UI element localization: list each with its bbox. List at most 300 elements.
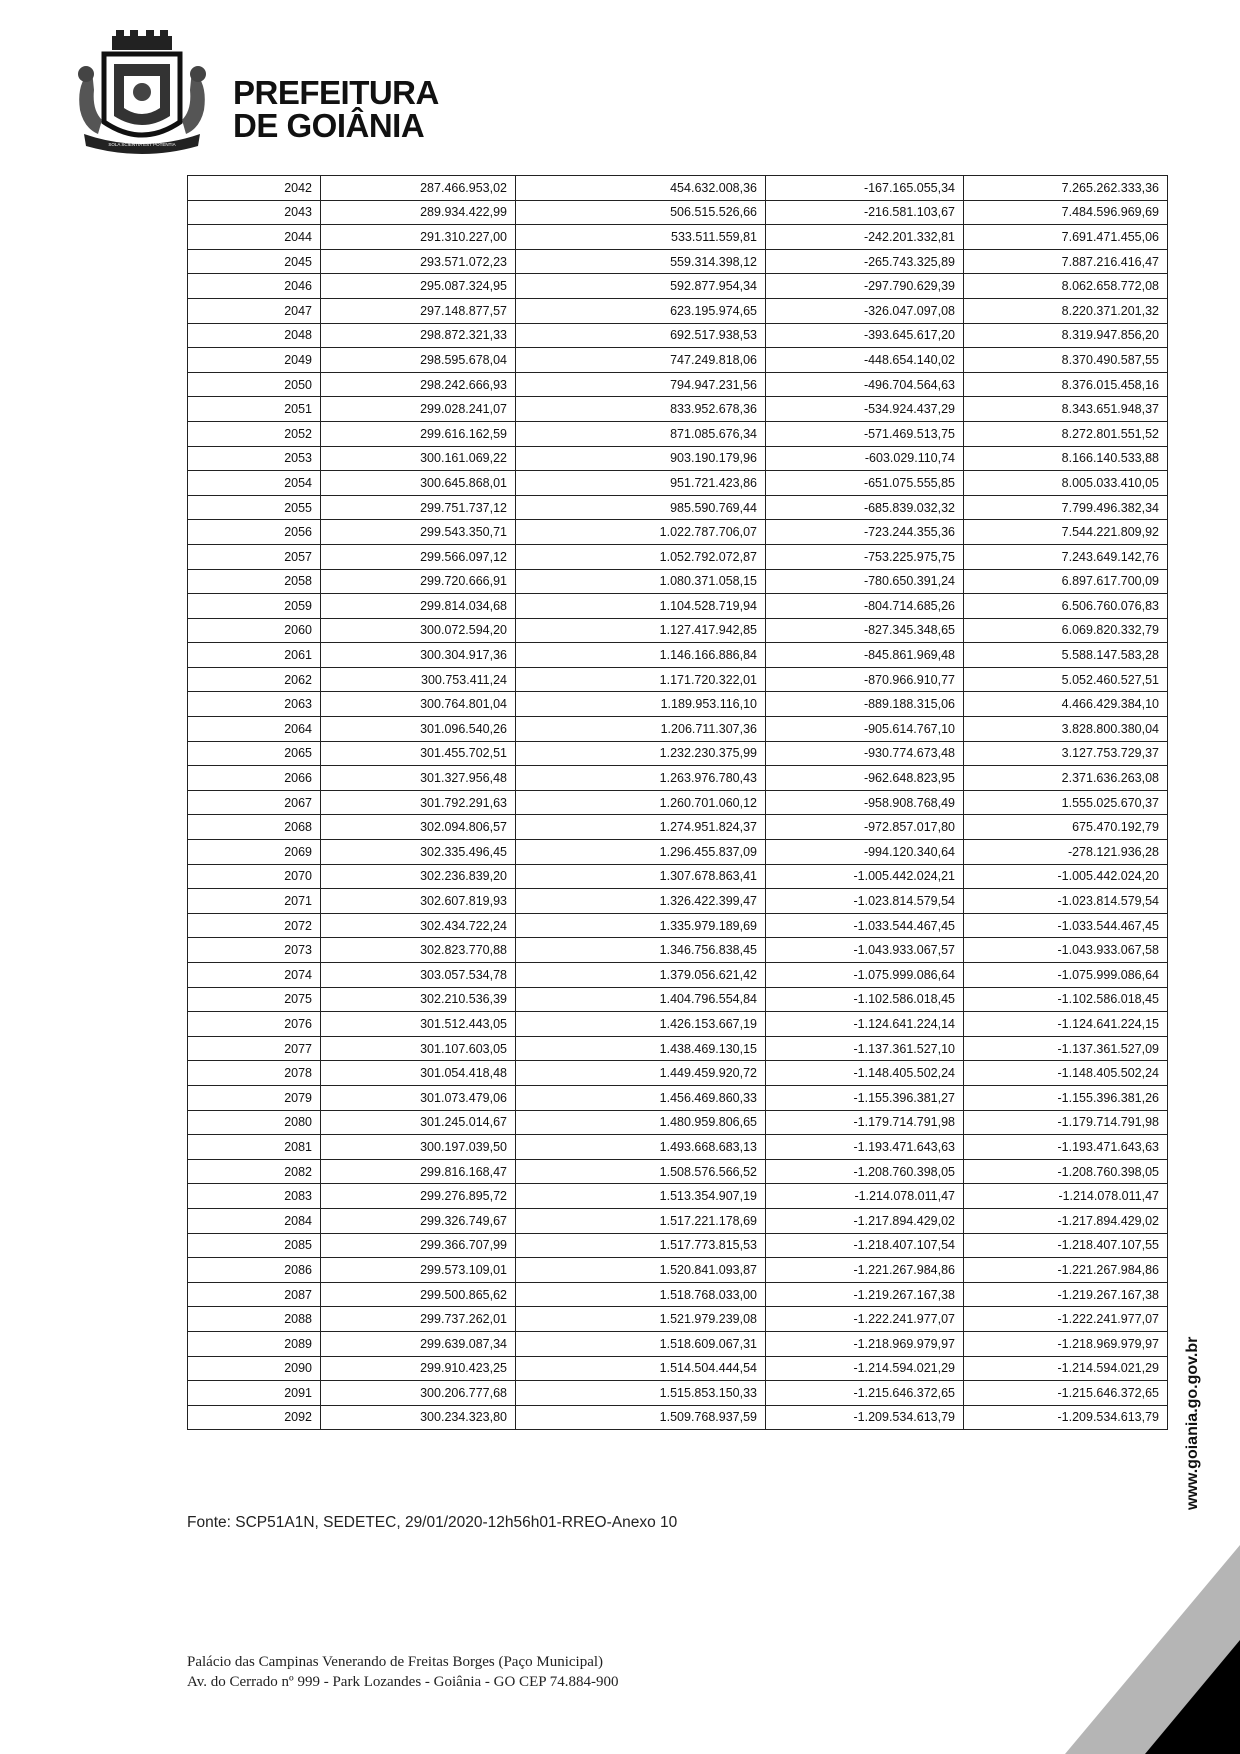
value-cell: 301.054.418,48 — [321, 1061, 516, 1086]
value-cell: 302.094.806,57 — [321, 815, 516, 840]
table-row — [188, 815, 1168, 840]
value-cell: -889.188.315,06 — [766, 692, 964, 717]
year-cell: 2087 — [188, 1282, 321, 1307]
table-row — [188, 544, 1168, 569]
table-row — [188, 446, 1168, 471]
value-cell: 301.107.603,05 — [321, 1036, 516, 1061]
table-row — [188, 643, 1168, 668]
value-cell: 299.543.350,71 — [321, 520, 516, 545]
value-cell: -278.121.936,28 — [964, 840, 1168, 865]
value-cell: -994.120.340,64 — [766, 840, 964, 865]
table-row — [188, 569, 1168, 594]
value-cell: -827.345.348,65 — [766, 618, 964, 643]
table-row — [188, 397, 1168, 422]
value-cell: 299.326.749,67 — [321, 1208, 516, 1233]
value-cell: 1.555.025.670,37 — [964, 790, 1168, 815]
value-cell: 1.052.792.072,87 — [516, 544, 766, 569]
table-row — [188, 1036, 1168, 1061]
year-cell: 2071 — [188, 889, 321, 914]
value-cell: 1.022.787.706,07 — [516, 520, 766, 545]
year-cell: 2043 — [188, 200, 321, 225]
value-cell: -1.214.594.021,29 — [964, 1356, 1168, 1381]
value-cell: 299.910.423,25 — [321, 1356, 516, 1381]
year-cell: 2050 — [188, 372, 321, 397]
year-cell: 2048 — [188, 323, 321, 348]
year-cell: 2085 — [188, 1233, 321, 1258]
value-cell: 299.616.162,59 — [321, 421, 516, 446]
emblem-motto: SOLA SCIENTIA EST POTENTIA — [108, 142, 176, 147]
value-cell: 8.166.140.533,88 — [964, 446, 1168, 471]
table-row — [188, 913, 1168, 938]
value-cell: -1.215.646.372,65 — [766, 1381, 964, 1406]
year-cell: 2083 — [188, 1184, 321, 1209]
table-row — [188, 840, 1168, 865]
value-cell: 302.236.839,20 — [321, 864, 516, 889]
value-cell: -1.124.641.224,15 — [964, 1012, 1168, 1037]
value-cell: 1.171.720.322,01 — [516, 667, 766, 692]
table-row — [188, 1356, 1168, 1381]
value-cell: 506.515.526,66 — [516, 200, 766, 225]
table-row — [188, 471, 1168, 496]
value-cell: 300.206.777,68 — [321, 1381, 516, 1406]
value-cell: 299.276.895,72 — [321, 1184, 516, 1209]
value-cell: -780.650.391,24 — [766, 569, 964, 594]
value-cell: 301.455.702,51 — [321, 741, 516, 766]
year-cell: 2072 — [188, 913, 321, 938]
value-cell: -1.222.241.977,07 — [964, 1307, 1168, 1332]
value-cell: 8.376.015.458,16 — [964, 372, 1168, 397]
value-cell: 1.232.230.375,99 — [516, 741, 766, 766]
value-cell: -1.208.760.398,05 — [964, 1159, 1168, 1184]
value-cell: -1.033.544.467,45 — [964, 913, 1168, 938]
table-row — [188, 372, 1168, 397]
value-cell: 592.877.954,34 — [516, 274, 766, 299]
year-cell: 2044 — [188, 225, 321, 250]
value-cell: 302.210.536,39 — [321, 987, 516, 1012]
table-row — [188, 1135, 1168, 1160]
value-cell: 1.404.796.554,84 — [516, 987, 766, 1012]
value-cell: -603.029.110,74 — [766, 446, 964, 471]
table-row — [188, 1282, 1168, 1307]
value-cell: 3.127.753.729,37 — [964, 741, 1168, 766]
table-row — [188, 1159, 1168, 1184]
value-cell: 7.484.596.969,69 — [964, 200, 1168, 225]
table-row — [188, 176, 1168, 201]
value-cell: 299.816.168,47 — [321, 1159, 516, 1184]
table-row — [188, 717, 1168, 742]
value-cell: 5.588.147.583,28 — [964, 643, 1168, 668]
value-cell: -297.790.629,39 — [766, 274, 964, 299]
value-cell: -962.648.823,95 — [766, 766, 964, 791]
table-row — [188, 766, 1168, 791]
value-cell: -1.221.267.984,86 — [766, 1258, 964, 1283]
year-cell: 2052 — [188, 421, 321, 446]
table-row — [188, 1085, 1168, 1110]
value-cell: 299.566.097,12 — [321, 544, 516, 569]
value-cell: 299.028.241,07 — [321, 397, 516, 422]
value-cell: -930.774.673,48 — [766, 741, 964, 766]
value-cell: 794.947.231,56 — [516, 372, 766, 397]
value-cell: 1.307.678.863,41 — [516, 864, 766, 889]
value-cell: -804.714.685,26 — [766, 594, 964, 619]
value-cell: -1.155.396.381,26 — [964, 1085, 1168, 1110]
value-cell: 1.426.153.667,19 — [516, 1012, 766, 1037]
value-cell: 559.314.398,12 — [516, 249, 766, 274]
table-row — [188, 987, 1168, 1012]
value-cell: 1.520.841.093,87 — [516, 1258, 766, 1283]
value-cell: 1.521.979.239,08 — [516, 1307, 766, 1332]
value-cell: 300.161.069,22 — [321, 446, 516, 471]
projection-table — [187, 175, 1168, 1430]
value-cell: -1.043.933.067,57 — [766, 938, 964, 963]
value-cell: 1.080.371.058,15 — [516, 569, 766, 594]
value-cell: 297.148.877,57 — [321, 298, 516, 323]
value-cell: 301.792.291,63 — [321, 790, 516, 815]
coat-of-arms-logo — [62, 30, 222, 158]
table-row — [188, 249, 1168, 274]
table-row — [188, 790, 1168, 815]
year-cell: 2046 — [188, 274, 321, 299]
value-cell: 1.260.701.060,12 — [516, 790, 766, 815]
table-row — [188, 1184, 1168, 1209]
value-cell: 300.304.917,36 — [321, 643, 516, 668]
value-cell: -1.219.267.167,38 — [964, 1282, 1168, 1307]
value-cell: 833.952.678,36 — [516, 397, 766, 422]
value-cell: 7.265.262.333,36 — [964, 176, 1168, 201]
year-cell: 2057 — [188, 544, 321, 569]
value-cell: 533.511.559,81 — [516, 225, 766, 250]
value-cell: 8.370.490.587,55 — [964, 348, 1168, 373]
brand-wordmark — [233, 76, 439, 142]
year-cell: 2042 — [188, 176, 321, 201]
year-cell: 2067 — [188, 790, 321, 815]
value-cell: 7.887.216.416,47 — [964, 249, 1168, 274]
value-cell: 1.449.459.920,72 — [516, 1061, 766, 1086]
value-cell: -1.209.534.613,79 — [964, 1405, 1168, 1430]
table-row — [188, 938, 1168, 963]
value-cell: 8.343.651.948,37 — [964, 397, 1168, 422]
value-cell: 1.206.711.307,36 — [516, 717, 766, 742]
year-cell: 2079 — [188, 1085, 321, 1110]
year-cell: 2059 — [188, 594, 321, 619]
value-cell: 1.379.056.621,42 — [516, 963, 766, 988]
year-cell: 2091 — [188, 1381, 321, 1406]
table-row — [188, 323, 1168, 348]
value-cell: -216.581.103,67 — [766, 200, 964, 225]
year-cell: 2060 — [188, 618, 321, 643]
value-cell: 299.737.262,01 — [321, 1307, 516, 1332]
value-cell: 903.190.179,96 — [516, 446, 766, 471]
value-cell: -1.208.760.398,05 — [766, 1159, 964, 1184]
value-cell: -1.221.267.984,86 — [964, 1258, 1168, 1283]
table-row — [188, 1381, 1168, 1406]
value-cell: -753.225.975,75 — [766, 544, 964, 569]
value-cell: -1.219.267.167,38 — [766, 1282, 964, 1307]
value-cell: 8.272.801.551,52 — [964, 421, 1168, 446]
value-cell: -1.075.999.086,64 — [766, 963, 964, 988]
brand-line-2: DE GOIÂNIA — [233, 107, 425, 144]
value-cell: 692.517.938,53 — [516, 323, 766, 348]
value-cell: 951.721.423,86 — [516, 471, 766, 496]
year-cell: 2054 — [188, 471, 321, 496]
year-cell: 2056 — [188, 520, 321, 545]
value-cell: -326.047.097,08 — [766, 298, 964, 323]
year-cell: 2070 — [188, 864, 321, 889]
table-row — [188, 298, 1168, 323]
table-row — [188, 963, 1168, 988]
year-cell: 2086 — [188, 1258, 321, 1283]
value-cell: -972.857.017,80 — [766, 815, 964, 840]
year-cell: 2068 — [188, 815, 321, 840]
value-cell: 8.062.658.772,08 — [964, 274, 1168, 299]
value-cell: -1.179.714.791,98 — [964, 1110, 1168, 1135]
value-cell: -1.155.396.381,27 — [766, 1085, 964, 1110]
value-cell: 302.823.770,88 — [321, 938, 516, 963]
value-cell: 301.073.479,06 — [321, 1085, 516, 1110]
value-cell: 1.493.668.683,13 — [516, 1135, 766, 1160]
year-cell: 2045 — [188, 249, 321, 274]
value-cell: -1.209.534.613,79 — [766, 1405, 964, 1430]
value-cell: 8.220.371.201,32 — [964, 298, 1168, 323]
value-cell: 8.319.947.856,20 — [964, 323, 1168, 348]
value-cell: 454.632.008,36 — [516, 176, 766, 201]
value-cell: 1.335.979.189,69 — [516, 913, 766, 938]
year-cell: 2078 — [188, 1061, 321, 1086]
value-cell: -685.839.032,32 — [766, 495, 964, 520]
table-row — [188, 1110, 1168, 1135]
value-cell: -167.165.055,34 — [766, 176, 964, 201]
value-cell: -723.244.355,36 — [766, 520, 964, 545]
value-cell: 289.934.422,99 — [321, 200, 516, 225]
table-row — [188, 225, 1168, 250]
value-cell: -1.023.814.579,54 — [964, 889, 1168, 914]
value-cell: 1.518.609.067,31 — [516, 1331, 766, 1356]
year-cell: 2092 — [188, 1405, 321, 1430]
value-cell: 1.508.576.566,52 — [516, 1159, 766, 1184]
value-cell: 3.828.800.380,04 — [964, 717, 1168, 742]
value-cell: 985.590.769,44 — [516, 495, 766, 520]
table-row — [188, 495, 1168, 520]
value-cell: 299.814.034,68 — [321, 594, 516, 619]
value-cell: -1.218.407.107,54 — [766, 1233, 964, 1258]
value-cell: 302.607.819,93 — [321, 889, 516, 914]
value-cell: -1.215.646.372,65 — [964, 1381, 1168, 1406]
value-cell: -1.218.969.979,97 — [964, 1331, 1168, 1356]
table-row — [188, 618, 1168, 643]
value-cell: 299.751.737,12 — [321, 495, 516, 520]
value-cell: 1.517.221.178,69 — [516, 1208, 766, 1233]
value-cell: 298.595.678,04 — [321, 348, 516, 373]
year-cell: 2073 — [188, 938, 321, 963]
table-row — [188, 594, 1168, 619]
value-cell: 675.470.192,79 — [964, 815, 1168, 840]
table-row — [188, 520, 1168, 545]
value-cell: 301.512.443,05 — [321, 1012, 516, 1037]
value-cell: 7.243.649.142,76 — [964, 544, 1168, 569]
value-cell: -1.102.586.018,45 — [766, 987, 964, 1012]
value-cell: 1.515.853.150,33 — [516, 1381, 766, 1406]
value-cell: 299.500.865,62 — [321, 1282, 516, 1307]
value-cell: 299.720.666,91 — [321, 569, 516, 594]
value-cell: 291.310.227,00 — [321, 225, 516, 250]
year-cell: 2080 — [188, 1110, 321, 1135]
value-cell: 300.753.411,24 — [321, 667, 516, 692]
value-cell: 7.691.471.455,06 — [964, 225, 1168, 250]
table-row — [188, 667, 1168, 692]
value-cell: -1.222.241.977,07 — [766, 1307, 964, 1332]
website-url: www.goiania.go.gov.br — [1184, 1336, 1201, 1510]
table-row — [188, 1258, 1168, 1283]
value-cell: 299.366.707,99 — [321, 1233, 516, 1258]
value-cell: -1.214.078.011,47 — [964, 1184, 1168, 1209]
footer-line-1: Palácio das Campinas Venerando de Freitas Borges (Paço Municipal) — [187, 1654, 604, 1670]
value-cell: 1.274.951.824,37 — [516, 815, 766, 840]
value-cell: 300.645.868,01 — [321, 471, 516, 496]
year-cell: 2074 — [188, 963, 321, 988]
value-cell: 1.456.469.860,33 — [516, 1085, 766, 1110]
value-cell: -393.645.617,20 — [766, 323, 964, 348]
value-cell: 7.799.496.382,34 — [964, 495, 1168, 520]
value-cell: 1.509.768.937,59 — [516, 1405, 766, 1430]
value-cell: 1.513.354.907,19 — [516, 1184, 766, 1209]
value-cell: -958.908.768,49 — [766, 790, 964, 815]
footer-line-2: Av. do Cerrado nº 999 - Park Lozandes - Goiânia - GO CEP 74.884-900 — [187, 1674, 619, 1690]
table-row — [188, 421, 1168, 446]
value-cell: -571.469.513,75 — [766, 421, 964, 446]
value-cell: 300.234.323,80 — [321, 1405, 516, 1430]
year-cell: 2064 — [188, 717, 321, 742]
value-cell: -1.102.586.018,45 — [964, 987, 1168, 1012]
source-note: Fonte: SCP51A1N, SEDETEC, 29/01/2020-12h56h01-RREO-Anexo 10 — [187, 1514, 678, 1531]
year-cell: 2069 — [188, 840, 321, 865]
value-cell: -1.137.361.527,09 — [964, 1036, 1168, 1061]
value-cell: -1.217.894.429,02 — [766, 1208, 964, 1233]
value-cell: 299.639.087,34 — [321, 1331, 516, 1356]
value-cell: -534.924.437,29 — [766, 397, 964, 422]
year-cell: 2075 — [188, 987, 321, 1012]
year-cell: 2053 — [188, 446, 321, 471]
year-cell: 2061 — [188, 643, 321, 668]
table-row — [188, 1405, 1168, 1430]
value-cell: -265.743.325,89 — [766, 249, 964, 274]
value-cell: -1.218.407.107,55 — [964, 1233, 1168, 1258]
value-cell: -905.614.767,10 — [766, 717, 964, 742]
value-cell: 1.127.417.942,85 — [516, 618, 766, 643]
value-cell: -1.214.078.011,47 — [766, 1184, 964, 1209]
value-cell: -1.218.969.979,97 — [766, 1331, 964, 1356]
value-cell: -1.075.999.086,64 — [964, 963, 1168, 988]
value-cell: 301.327.956,48 — [321, 766, 516, 791]
value-cell: 298.872.321,33 — [321, 323, 516, 348]
year-cell: 2051 — [188, 397, 321, 422]
value-cell: -1.193.471.643,63 — [766, 1135, 964, 1160]
value-cell: 1.480.959.806,65 — [516, 1110, 766, 1135]
year-cell: 2077 — [188, 1036, 321, 1061]
year-cell: 2058 — [188, 569, 321, 594]
value-cell: 300.764.801,04 — [321, 692, 516, 717]
table-row — [188, 1307, 1168, 1332]
year-cell: 2047 — [188, 298, 321, 323]
value-cell: 287.466.953,02 — [321, 176, 516, 201]
value-cell: 1.146.166.886,84 — [516, 643, 766, 668]
value-cell: -1.023.814.579,54 — [766, 889, 964, 914]
value-cell: 2.371.636.263,08 — [964, 766, 1168, 791]
value-cell: -1.005.442.024,20 — [964, 864, 1168, 889]
value-cell: 8.005.033.410,05 — [964, 471, 1168, 496]
value-cell: 302.335.496,45 — [321, 840, 516, 865]
table-row — [188, 1208, 1168, 1233]
value-cell: 1.189.953.116,10 — [516, 692, 766, 717]
year-cell: 2063 — [188, 692, 321, 717]
value-cell: 301.245.014,67 — [321, 1110, 516, 1135]
value-cell: 4.466.429.384,10 — [964, 692, 1168, 717]
value-cell: 6.506.760.076,83 — [964, 594, 1168, 619]
year-cell: 2066 — [188, 766, 321, 791]
value-cell: 623.195.974,65 — [516, 298, 766, 323]
value-cell: 1.263.976.780,43 — [516, 766, 766, 791]
value-cell: 6.069.820.332,79 — [964, 618, 1168, 643]
value-cell: 299.573.109,01 — [321, 1258, 516, 1283]
value-cell: -1.217.894.429,02 — [964, 1208, 1168, 1233]
value-cell: 300.072.594,20 — [321, 618, 516, 643]
value-cell: -1.214.594.021,29 — [766, 1356, 964, 1381]
value-cell: 1.518.768.033,00 — [516, 1282, 766, 1307]
value-cell: 747.249.818,06 — [516, 348, 766, 373]
value-cell: 302.434.722,24 — [321, 913, 516, 938]
value-cell: 295.087.324,95 — [321, 274, 516, 299]
value-cell: 5.052.460.527,51 — [964, 667, 1168, 692]
table-row — [188, 864, 1168, 889]
value-cell: 1.517.773.815,53 — [516, 1233, 766, 1258]
year-cell: 2090 — [188, 1356, 321, 1381]
value-cell: -1.179.714.791,98 — [766, 1110, 964, 1135]
year-cell: 2055 — [188, 495, 321, 520]
value-cell: -1.124.641.224,14 — [766, 1012, 964, 1037]
year-cell: 2049 — [188, 348, 321, 373]
value-cell: -1.043.933.067,58 — [964, 938, 1168, 963]
value-cell: 871.085.676,34 — [516, 421, 766, 446]
year-cell: 2089 — [188, 1331, 321, 1356]
table-row — [188, 1012, 1168, 1037]
value-cell: 1.104.528.719,94 — [516, 594, 766, 619]
value-cell: -845.861.969,48 — [766, 643, 964, 668]
value-cell: 7.544.221.809,92 — [964, 520, 1168, 545]
value-cell: 303.057.534,78 — [321, 963, 516, 988]
value-cell: 293.571.072,23 — [321, 249, 516, 274]
corner-decoration — [1065, 1545, 1240, 1754]
table-row — [188, 692, 1168, 717]
value-cell: -496.704.564,63 — [766, 372, 964, 397]
table-row — [188, 1331, 1168, 1356]
value-cell: 300.197.039,50 — [321, 1135, 516, 1160]
year-cell: 2082 — [188, 1159, 321, 1184]
value-cell: -870.966.910,77 — [766, 667, 964, 692]
table-row — [188, 1061, 1168, 1086]
value-cell: -1.193.471.643,63 — [964, 1135, 1168, 1160]
value-cell: -651.075.555,85 — [766, 471, 964, 496]
table-row — [188, 348, 1168, 373]
table-row — [188, 889, 1168, 914]
value-cell: 1.514.504.444,54 — [516, 1356, 766, 1381]
footer-address — [187, 1652, 619, 1692]
value-cell: 1.326.422.399,47 — [516, 889, 766, 914]
value-cell: -242.201.332,81 — [766, 225, 964, 250]
value-cell: -448.654.140,02 — [766, 348, 964, 373]
value-cell: -1.148.405.502,24 — [964, 1061, 1168, 1086]
value-cell: 1.438.469.130,15 — [516, 1036, 766, 1061]
value-cell: 1.296.455.837,09 — [516, 840, 766, 865]
table-body — [188, 176, 1168, 1430]
